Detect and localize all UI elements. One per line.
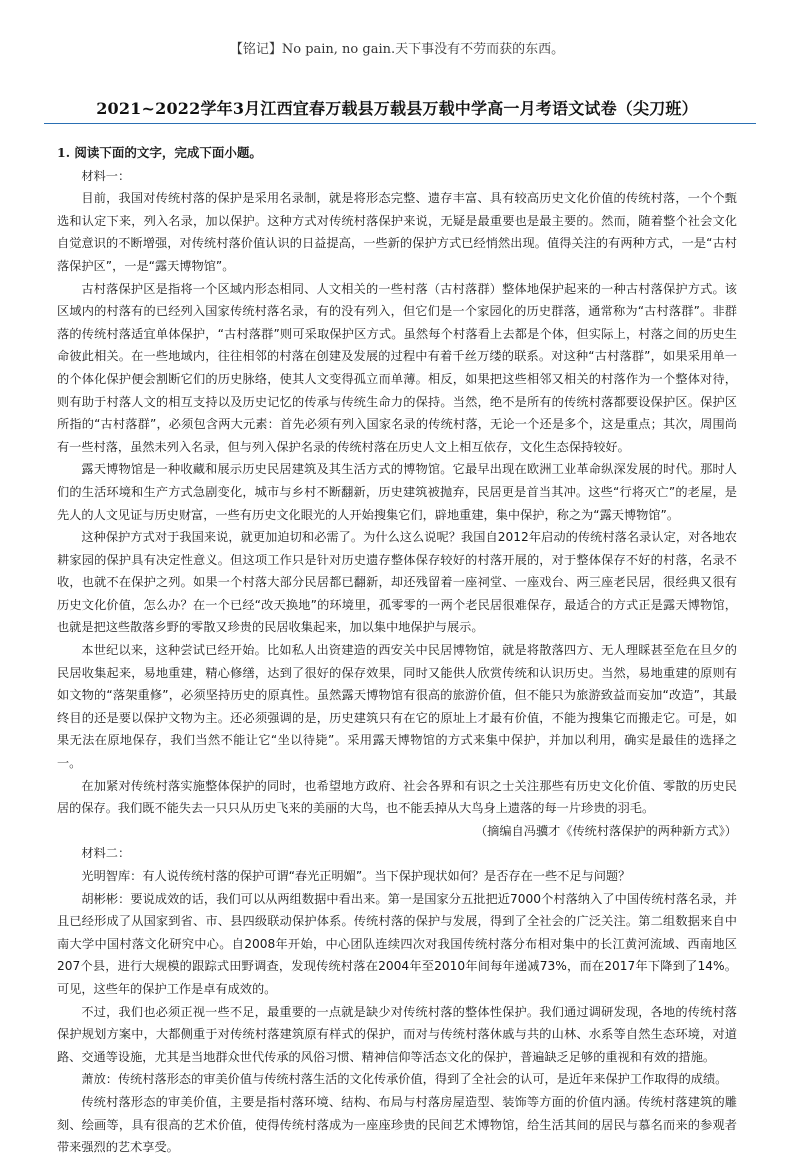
- motto-banner: 【铭记】No pain, no gain.天下事没有不劳而获的东西。: [229, 42, 565, 57]
- material-2-paragraph: 不过，我们也必须正视一些不足，最重要的一点就是缺少对传统村落的整体性保护。我们通过调研发现，各地的传统村落保护规划方案中，大都侧重于对传统村落建筑原有样式的保护，而对与传统村落休戚与共的山林、水系等自然生态环境，对道路、交通等设施，尤其是当地群众世代传承的风俗习惯、精神信仰等活态文化的保护，普遍缺乏足够的重视和有效的措施。: [57, 1004, 737, 1064]
- material-1-paragraph: 目前，我国对传统村落的保护是采用名录制，就是将形态完整、遗存丰富、具有较高历史文化价值的传统村落，一个个甄选和认定下来，列入名录，加以保护。这种方式对传统村落保护来说，无疑是最重要也是最主要的。然而，随着整个社会文化自觉意识的不断增强，对传统村落价值认识的日益提高，一些新的保护方式已经悄然出现。值得关注的有两种方式，一是“古村落保护区”，一是“露天博物馆”。: [57, 191, 737, 273]
- question-prompt: 1. 阅读下面的文字，完成下面小题。: [57, 145, 262, 160]
- material-1-paragraph: 在加紧对传统村落实施整体保护的同时，也希望地方政府、社会各界和有识之士关注那些有历史文化价值、零散的历史民居的保存。我们既不能失去一只只从历史飞来的美丽的大鸟，也不能丢掉从大鸟身上遗落的每一片珍贵的羽毛。: [57, 778, 737, 816]
- material-2-label: 材料二：: [81, 846, 131, 861]
- material-2-paragraph: 光明智库：有人说传统村落的保护可谓“春光正明媚”。当下保护现状如何？是否存在一些不足与问题？: [81, 869, 631, 883]
- title-divider: [44, 123, 756, 124]
- document-body: [57, 142, 737, 1159]
- material-1-label: 材料一：: [81, 168, 131, 183]
- material-1-source: （摘编自冯骥才《传统村落保护的两种新方式》）: [474, 823, 737, 838]
- material-1-paragraph: 本世纪以来，这种尝试已经开始。比如私人出资建造的西安关中民居博物馆，就是将散落四方、无人理睬甚至危在旦夕的民居收集起来，易地重建，精心修缮，达到了很好的保存效果，同时又能供人欣赏传统和认识历史。当然，易地重建的原则有如文物的“落架重修”，必须坚持历史的原真性。虽然露天博物馆有很高的旅游价值，但不能只为旅游致益而妄加“改造”，其最终目的还是要以保护文物为主。还必须强调的是，历史建筑只有在它的原址上才最有价值，不能为搜集它而搬走它。可是，如果无法在原地保存，我们当然不能让它“坐以待毙”。采用露天博物馆的方式来集中保护，并加以利用，确实是最佳的选择之一。: [57, 643, 737, 771]
- material-1-paragraph: 这种保护方式对于我国来说，就更加迫切和必需了。为什么这么说呢？我国自2012年启动的传统村落名录认定，对各地农耕家园的保护具有决定性意义。但这项工作只是针对历史遗存整体保存较好的村落开展的，对于整体保存不好的村落，名录不收，也就不在保护之列。如果一个村落大部分民居都已翻新，却还残留着一座祠堂、一座戏台、两三座老民居，很经典又很有历史文化价值，怎么办？在一个已经“改天换地”的环境里，孤零零的一两个老民居很难保存，最适合的方式正是露天博物馆，也就是把这些散落乡野的零散又珍贵的民居收集起来，加以集中地保护与展示。: [57, 530, 737, 635]
- page-title: 2021~2022学年3月江西宜春万载县万载县万载中学高一月考语文试卷（尖刀班）: [96, 99, 698, 118]
- material-1-paragraph: 古村落保护区是指将一个区域内形态相同、人文相关的一些村落（古村落群）整体地保护起来的一种古村落保护方式。该区域内的村落有的已经列入国家传统村落名录，有的没有列入，但它们是一个家园化的历史群落，通常称为“古村落群”。非群落的传统村落适宜单体保护，“古村落群”则可采取保护区方式。虽然每个村落看上去都是个体，但实际上，村落之间的历史生命彼此相关。在一些地域内，往往相邻的村落在创建及发展的过程中有着千丝万缕的联系。对这种“古村落群”，如果采用单一的个体化保护便会割断它们的历史脉络，使其人文变得孤立而单薄。相反，如果把这些相邻又相关的村落作为一个整体对待，则有助于村落人文的相互支持以及历史记忆的传承与传统生命力的保持。当然，绝不是所有的传统村落都要设保护区。保护区所指的“古村落群”，必须包含两大元素：首先必须有列入国家名录的传统村落，无论一个还是多个，这是重点；其次，周围尚有一些村落，虽然未列入名录，但与列入保护名录的传统村落在历史人文上相互依存，文化生态保持较好。: [57, 281, 737, 454]
- material-2-paragraph: 传统村落形态的审美价值，主要是指村落环境、结构、布局与村落房屋造型、装饰等方面的价值内涵。传统村落建筑的雕刻、绘画等，具有很高的艺术价值，使得传统村落成为一座座珍贵的民间艺术博物馆，给生活其间的居民与慕名而来的参观者带来强烈的艺术享受。: [57, 1094, 737, 1155]
- material-2-paragraph: 胡彬彬：要说成效的话，我们可以从两组数据中看出来。第一是国家分五批把近7000个村落纳入了中国传统村落名录，并且已经形成了从国家到省、市、县四级联动保护体系。传统村落的保护与发展，得到了全社会的广泛关注。第二组数据来自中南大学中国村落文化研究中心。自2008年开始，中心团队连续四次对我国传统村落分布相对集中的长江黄河流域、西南地区207个县，进行大规模的跟踪式田野调查，发现传统村落在2004年至2010年间每年递减73%，而在2017年下降到了14%。可见，这些年的保护工作是卓有成效的。: [57, 891, 737, 996]
- material-2-paragraph: 萧放：传统村落形态的审美价值与传统村落生活的文化传承价值，得到了全社会的认可，是近年来保护工作取得的成绩。: [81, 1072, 728, 1087]
- material-1-paragraph: 露天博物馆是一种收藏和展示历史民居建筑及其生活方式的博物馆。它最早出现在欧洲工业革命纵深发展的时代。那时人们的生活环境和生产方式急剧变化，城市与乡村不断翻新，历史建筑被抛弃，民居更是首当其冲。这些“行将灭亡”的老屋，是先人的人文见证与历史财富，一些有历史文化眼光的人开始搜集它们，辟地重建，集中保护，称之为“露天博物馆”。: [57, 462, 737, 522]
